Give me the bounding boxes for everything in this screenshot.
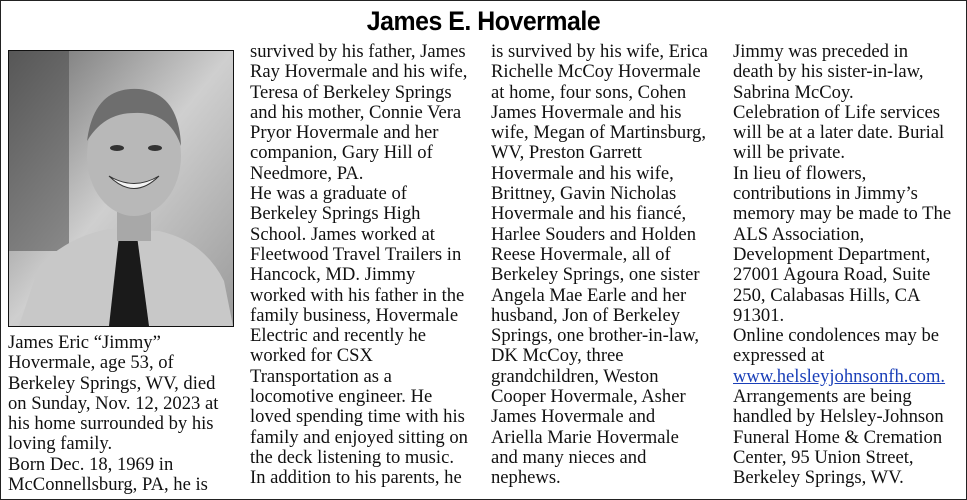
text-line: will be at a later date. Burial	[733, 122, 945, 144]
text-line: In addition to his parents, he	[250, 467, 462, 489]
text-line: 27001 Agoura Road, Suite	[733, 264, 931, 286]
text-line: Funeral Home & Cremation	[733, 426, 943, 448]
text-line: Jimmy was preceded in	[733, 41, 909, 62]
text-line: Teresa of Berkeley Springs	[250, 81, 452, 103]
text-line: James Eric “Jimmy”	[8, 332, 161, 353]
text-line: McConnellsburg, PA, he is	[8, 474, 208, 496]
text-line: worked with his father in the	[250, 284, 465, 306]
text-line: Harlee Souders and Holden	[491, 223, 696, 245]
text-line: Richelle McCoy Hovermale	[491, 61, 701, 83]
text-line: Brittney, Gavin Nicholas	[491, 183, 677, 205]
text-line: ALS Association,	[733, 223, 865, 245]
text-line: expressed at	[733, 345, 825, 367]
text-line: Berkeley Springs, one sister	[491, 264, 700, 286]
text-line: Needmore, PA.	[250, 162, 364, 184]
column-3	[491, 42, 708, 489]
column-1	[8, 333, 218, 495]
text-line: DK McCoy, three	[491, 345, 624, 367]
text-line: Sabrina McCoy.	[733, 81, 854, 103]
text-line: In lieu of flowers,	[733, 162, 867, 184]
text-line: his home surrounded by his	[8, 413, 214, 435]
text-line: Berkeley Springs, WV, died	[8, 372, 216, 394]
text-line: James Hovermale and	[491, 406, 656, 428]
text-line: Pryor Hovermale and her	[250, 122, 439, 144]
text-line: companion, Gary Hill of	[250, 142, 433, 164]
text-line: nephews.	[491, 467, 561, 489]
text-line: Hovermale, age 53, of	[8, 352, 174, 374]
text-line: Ariella Marie Hovermale	[491, 426, 679, 448]
text-line: is survived by his wife, Erica	[491, 41, 708, 62]
text-line: Born Dec. 18, 1969 in	[8, 453, 174, 475]
text-line: will be private.	[733, 142, 846, 164]
text-line: WV, Preston Garrett	[491, 142, 642, 164]
portrait-image	[9, 51, 233, 326]
text-line: worked for CSX	[250, 345, 373, 367]
text-line: Transportation as a	[250, 365, 392, 387]
text-line: James Hovermale and his	[491, 101, 682, 123]
text-line: grandchildren, Weston	[491, 365, 659, 387]
text-line: 91301.	[733, 304, 785, 326]
funeral-home-website-link[interactable]: www.helsleyjohnsonfh.com.	[733, 365, 946, 387]
text-line: handled by Helsley-Johnson	[733, 406, 944, 428]
text-line: Electric and recently he	[250, 325, 427, 347]
text-line: contributions in Jimmy’s	[733, 183, 918, 205]
text-line: death by his sister-in-law,	[733, 61, 924, 83]
portrait-photo	[8, 50, 234, 327]
text-line: Development Department,	[733, 243, 931, 265]
text-line: family and enjoyed sitting on	[250, 426, 468, 448]
text-line: Cooper Hovermale, Asher	[491, 386, 686, 408]
text-line: Reese Hovermale, all of	[491, 243, 671, 265]
text-line: Springs, one brother-in-law,	[491, 325, 700, 347]
text-line: Angela Mae Earle and her	[491, 284, 687, 306]
text-line: memory may be made to The	[733, 203, 952, 225]
text-line: family business, Hovermale	[250, 304, 459, 326]
text-line: He was a graduate of	[250, 183, 407, 205]
text-line: locomotive engineer. He	[250, 386, 433, 408]
text-line: Hovermale and his wife,	[491, 162, 674, 184]
text-line: Arrangements are being	[733, 386, 912, 408]
text-line: 250, Calabasas Hills, CA	[733, 284, 921, 306]
text-line: and his mother, Connie Vera	[250, 101, 462, 123]
column-2	[250, 42, 468, 489]
text-line: Hancock, MD. Jimmy	[250, 264, 416, 286]
text-line: Online condolences may be	[733, 325, 940, 347]
text-line: School. James worked at	[250, 223, 435, 245]
obituary-title: James E. Hovermale	[366, 6, 601, 36]
text-line: on Sunday, Nov. 12, 2023 at	[8, 392, 219, 414]
text-line: Celebration of Life services	[733, 101, 941, 123]
text-line: Berkeley Springs High	[250, 203, 421, 225]
text-line: wife, Megan of Martinsburg,	[491, 122, 706, 144]
text-line: the deck listening to music.	[250, 446, 454, 468]
text-line: Fleetwood Travel Trailers in	[250, 243, 462, 265]
text-line: Berkeley Springs, WV.	[733, 467, 904, 489]
column-4	[733, 42, 951, 489]
text-line: survived by his father, James	[250, 41, 466, 62]
text-line: loved spending time with his	[250, 406, 465, 428]
text-line: Ray Hovermale and his wife,	[250, 61, 468, 83]
text-line: Hovermale and his fiancé,	[491, 203, 687, 225]
text-line: Center, 95 Union Street,	[733, 446, 914, 468]
text-line: husband, Jon of Berkeley	[491, 304, 680, 326]
text-line: and many nieces and	[491, 446, 647, 468]
text-line: at home, four sons, Cohen	[491, 81, 687, 103]
text-line: loving family.	[8, 433, 113, 455]
